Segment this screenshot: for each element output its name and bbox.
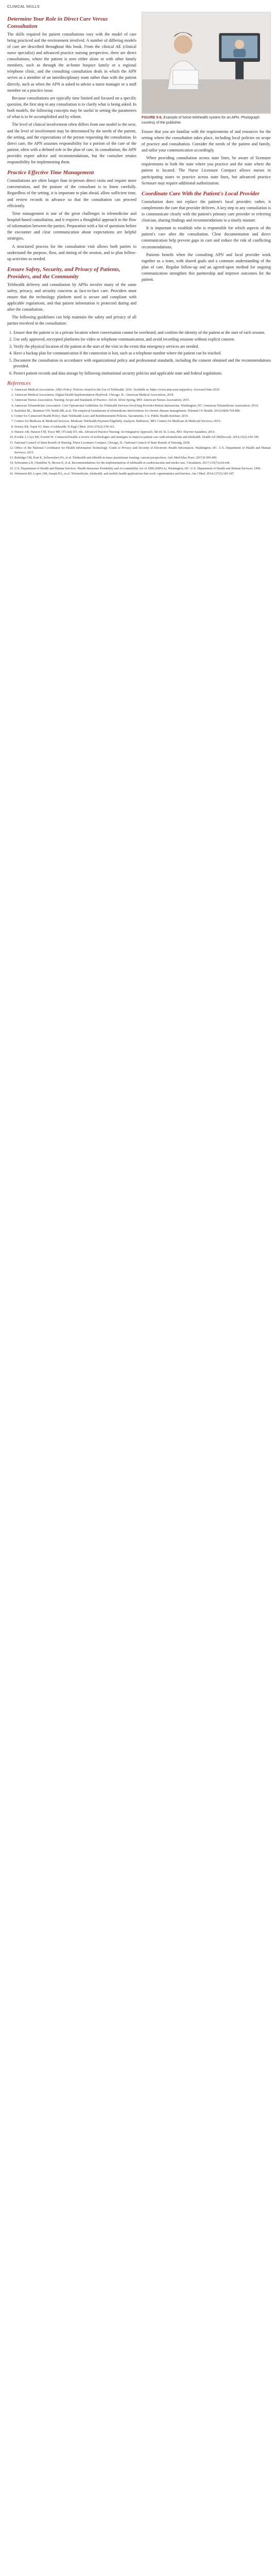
list-item: 3. Verify the physical location of the patient at the start of the visit in the event that emergency services are needed.: [13, 344, 271, 350]
paragraph: The skills required for patient consultations vary with the model of care being practiced and the environment involved. A number of differing models of care are described throughout this book. From the clinical AE (clinical nurse specialist) and advanced practice nursing perspective, there are direct consultations, where the patient is seen either alone or with other family members, such as through the at-home hospice family or a regional telephone clinic, and the consulting consultation deals in which the APN serves as a member of an interdisciplinary team rather than with the patient directly, such as when the APN is asked to advise a nurse manager or a staff member on a practice issue.: [7, 31, 136, 93]
paragraph: Consultations are often longer than in-person direct visits and require more concentration, and the posture of the consultant is to listen carefully. Regardless of the setting, it is important to plan ahead, allow sufficient time, and review records in advance so that the consultation can proceed efficiently.: [7, 178, 136, 208]
list-item: 2. Use only approved, encrypted platforms for video or telephone communication, and avoid recording sessions without explicit consent.: [13, 336, 271, 343]
upper-section: [7, 12, 271, 329]
paragraph: Patients benefit when the consulting APN and local provider work together as a team, with shared goals and a common understanding of the plan of care. Regular follow-up and an agreed-upon method for ongoing communication strengthen this partnership and improve outcomes for the patient.: [142, 252, 271, 282]
reference-item: 5. Bashshur RL, Shannon GW, Smith BR, et al. The empirical foundations of telemedicine interventions for chronic disease management. Telemed J E Health. 2014;20(9):769-800.: [14, 409, 271, 414]
paragraph: The level of clinical involvement often differs from one model to the next, and the level of involvement may be determined by the needs of the patient, the setting, and the expectations of the person requesting the consultation. In direct care, the APN assumes responsibility for a portion of the care of the patient, often with a defined role in the plan of care. In consultation, the APN provides expert advice and recommendations, but the consultee retains responsibility for implementing them.: [7, 122, 136, 165]
figure-image: [142, 12, 271, 114]
reference-item: 13. Rutledge CM, Kott K, Schweickert PA, et al. Telehealth and eHealth in nurse practitioner training: current perspectives. Adv Med Educ Pract. 2017;8:399-409.: [14, 456, 271, 461]
figure-credit: Photograph courtesy of the publisher.: [142, 116, 260, 125]
figure-caption-text: Example of home telehealth system for an APN.: [163, 116, 240, 120]
reference-item: 9. Hamric AB, Hanson CM, Tracy MF, O'Grady ET, eds. Advanced Practice Nursing: An Integrative Approach. 5th ed. St. Louis, MO: Elsevier Saunders; 2014.: [14, 430, 271, 435]
reference-item: 3. American Nurses Association. Nursing: Scope and Standards of Practice. 3rd ed. Silver Spring, MD: American Nurses Association; 2015.: [14, 398, 271, 403]
reference-item: 12. Office of the National Coordinator for Health Information Technology. Guide to Privacy and Security of Electronic Health Information. Washington, DC: U.S. Department of Health and Human Services; 2015.: [14, 446, 271, 455]
paragraph: The following guidelines can help maintain the safety and privacy of all parties involved in the consultation:: [7, 315, 136, 326]
paragraph: It is important to establish who is responsible for which aspects of the patient's care after the consultation. Clear documentation and direct communication help prevent gaps in care and reduce the risk of conflicting recommendations.: [142, 226, 271, 249]
references-heading: References: [7, 380, 31, 386]
references-list: [7, 388, 271, 477]
section-heading-coordinate: Coordinate Care With the Patient's Local Provider: [142, 190, 260, 197]
list-item: 6. Protect patient records and data storage by following institutional security policies and applicable state and federal regulations.: [13, 370, 271, 377]
reference-item: 6. Center for Connected Health Policy. State Telehealth Laws and Reimbursement Policies. Sacramento, CA: Public Health Institute; 2019.: [14, 414, 271, 419]
section-heading-time: Practice Effective Time Management: [7, 170, 94, 176]
reference-item: 7. Centers for Medicare & Medicaid Services. Medicare Telehealth Payment Eligibility Analyzer. Baltimore, MD: Centers for Medicare & Medicaid Services; 2019.: [14, 419, 271, 424]
safety-steps-list: [13, 330, 271, 377]
reference-item: 1. American Medical Association. AMA Policy: Policies related to the Use of Telehealth. 2016. Available at: https://www.ama-assn.org/policy. Accessed June 2019.: [14, 388, 271, 393]
reference-item: 4. American Telemedicine Association. Core Operational Guidelines for Telehealth Services Involving Provider-Patient Interactions. Washington, DC: American Telemedicine Association; 2014.: [14, 404, 271, 409]
list-item: 5. Document the consultation in accordance with organizational policy and professional standards, including the consent obtained and the recommendations provided.: [13, 358, 271, 369]
list-item: 1. Ensure that the patient is in a private location where conversation cannot be overheard, and confirm the identity of the patient at the start of each session.: [13, 330, 271, 336]
reference-item: 10. Kvedar J, Coye MJ, Everett W. Connected health: a review of technologies and strategies to improve patient care with telemedicine and telehealth. Health Aff (Millwood). 2014;33(2):194-199.: [14, 435, 271, 440]
paragraph: Telehealth delivery and consultation by APNs involve many of the same safety, privacy, and security concerns as face-to-face care. Providers must ensure that the technology platform used is secure and compliant with applicable regulations, and that patient information is protected during and after the consultation.: [7, 282, 136, 312]
paragraph: Ensure that you are familiar with the requirements of and resources for the setting where the consultation takes place, including local policies on scope of practice and consultation. Consider the needs of the patient and family, and tailor your communication accordingly.: [142, 129, 271, 153]
section-heading-role: Determine Your Role in Direct Care Versus Consultation: [7, 16, 108, 29]
reference-item: 8. Dorsey ER, Topol EJ. State of telehealth. N Engl J Med. 2016;375(2):154-161.: [14, 425, 271, 430]
paragraph: When providing consultation across state lines, be aware of licensure requirements in both the state where you practice and the state where the patient is located. The Nurse Licensure Compact allows nurses in participating states to practice across state lines, but advanced practice licensure may require additional authorization.: [142, 156, 271, 185]
reference-item: 11. National Council of State Boards of Nursing. Nurse Licensure Compact. Chicago, IL: National Council of State Boards of Nursing; 2018.: [14, 441, 271, 446]
right-column: [142, 12, 271, 284]
paragraph: Because consultations are typically time limited and focused on a specific question, the first step in any consultation is to clarify what is being asked. In both models, the following concepts may be useful in setting the parameters of what is to be accomplished and by whom.: [7, 95, 136, 120]
paragraph: A structured process for the consultation visit allows both parties to understand the purpose, flow, and timing of the session, and to plan follow-up activities as needed.: [7, 244, 136, 261]
list-item: 4. Have a backup plan for communication if the connection is lost, such as a telephone number where the patient can be reached.: [13, 350, 271, 357]
figure-label: FIGURE 5-6.: [142, 116, 163, 120]
telehealth-photo: [142, 12, 270, 113]
reference-item: 14. Schwamm LH, Chumbler N, Brown E, et al. Recommendations for the implementation of telehealth in cardiovascular and stroke care. Circulation. 2017;135(7):e24-e44.: [14, 461, 271, 466]
figure-caption: [142, 115, 271, 126]
reference-item: 15. U.S. Department of Health and Human Services. Health Insurance Portability and Accountability Act of 1996 (HIPAA). Washington, DC: U.S. Department of Health and Human Services; 1996.: [14, 467, 271, 471]
left-column: [7, 12, 136, 329]
reference-item: 16. Weinstein RS, Lopez AM, Joseph BA, et al. Telemedicine, telehealth, and mobile health applications that work: opportunities and barriers. Am J Med. 2014;127(3):183-187.: [14, 472, 271, 477]
running-head: CLINICAL SKILLS: [7, 4, 40, 9]
reference-item: 2. American Medical Association. Digital Health Implementation Playbook. Chicago, IL: American Medical Association; 2018.: [14, 393, 271, 398]
paragraph: Consultation does not replace the patient's local provider; rather, it complements the care that provider delivers. A key step in any consultation is to communicate clearly with the patient's primary care provider or referring clinician, sharing findings and recommendations in a timely manner.: [142, 199, 271, 223]
paragraph: Time management is one of the great challenges in telemedicine and hospital-based consultation, and it requires a thoughtful approach to the flow of information between the parties. Preparation with a list of questions before the encounter and clear communication about expectations are helpful strategies.: [7, 211, 136, 241]
section-heading-safety: Ensure Safety, Security, and Privacy of Patients, Providers, and the Community: [7, 266, 120, 280]
